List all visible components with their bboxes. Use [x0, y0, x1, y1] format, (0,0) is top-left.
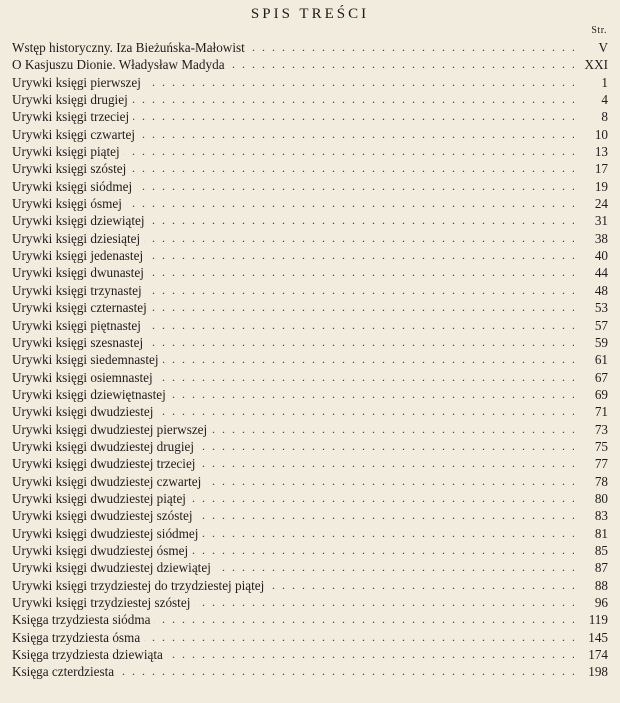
toc-entry [12, 455, 608, 472]
toc-entry [12, 299, 608, 316]
toc-entry-label: Urywki księgi siedemnastej [12, 352, 163, 367]
toc-entry [12, 629, 608, 646]
toc-entry-page: 24 [591, 195, 608, 212]
toc-entry [12, 212, 608, 229]
toc-entry-label: Urywki księgi dwudziestej [12, 404, 157, 419]
toc-entry-page: 67 [591, 369, 608, 386]
toc-entry [12, 108, 608, 125]
toc-entry [12, 334, 608, 351]
toc-entry [12, 56, 608, 73]
toc-entry-label: Księga trzydziesta dziewiąta [12, 647, 167, 662]
toc-entry-label: Urywki księgi czternastej [12, 300, 151, 315]
toc-entry [12, 438, 608, 455]
toc-entry [12, 646, 608, 663]
toc-entry-label: Urywki księgi dwudziestej dziewiątej [12, 560, 215, 575]
toc-entry-label: Urywki księgi dziewiątej [12, 213, 149, 228]
toc-entry-label: Urywki księgi siódmej [12, 179, 136, 194]
toc-entry-page: 80 [591, 490, 608, 507]
toc-entry-page: 85 [591, 542, 608, 559]
toc-entry [12, 490, 608, 507]
toc-entry [12, 386, 608, 403]
toc-entry [12, 351, 608, 368]
toc-entry-page: XXI [581, 56, 608, 73]
toc-entry-label: Urywki księgi szesnastej [12, 335, 147, 350]
toc-entry [12, 91, 608, 108]
toc-entry-label: Urywki księgi dwudziestej szóstej [12, 508, 197, 523]
toc-entry-label: Urywki księgi ósmej [12, 196, 126, 211]
toc-entry-page: 78 [591, 473, 608, 490]
toc-entry-label: Urywki księgi dziesiątej [12, 231, 144, 246]
toc-entry [12, 195, 608, 212]
toc-entry [12, 317, 608, 334]
toc-entry-label: Urywki księgi dwudziestej drugiej [12, 439, 198, 454]
toc-entry-page: 119 [585, 611, 608, 628]
toc-entry-page: 145 [584, 629, 608, 646]
toc-entry-label: Urywki księgi pierwszej [12, 75, 145, 90]
toc-entry [12, 230, 608, 247]
toc-entry-page: 77 [591, 455, 608, 472]
toc-entry [12, 178, 608, 195]
toc-entry-page: 38 [591, 230, 608, 247]
toc-entry [12, 282, 608, 299]
toc-entry-page: 73 [591, 421, 608, 438]
toc-entry-label: Wstęp historyczny. Iza Bieżuńska-Małowist [12, 40, 249, 55]
toc-entry-page: 53 [591, 299, 608, 316]
toc-entry [12, 559, 608, 576]
toc-entry-label: Urywki księgi piątej [12, 144, 124, 159]
toc-entry-page: 59 [591, 334, 608, 351]
toc-entry-page: 83 [591, 507, 608, 524]
toc-entry-page: 31 [591, 212, 608, 229]
toc-entry [12, 369, 608, 386]
toc-entry-page: 81 [591, 525, 608, 542]
toc-entry-page: 71 [591, 403, 608, 420]
toc-entry [12, 421, 608, 438]
toc-entry-label: Urywki księgi dwudziestej pierwszej [12, 422, 211, 437]
toc-entry-page: 40 [591, 247, 608, 264]
toc-entry [12, 473, 608, 490]
toc-entry [12, 247, 608, 264]
toc-entry-page: 48 [591, 282, 608, 299]
toc-entry-label: Urywki księgi trzeciej [12, 109, 133, 124]
toc-entry-label: Księga trzydziesta ósma [12, 630, 144, 645]
toc-entry-page: 10 [591, 126, 608, 143]
toc-list [12, 39, 608, 681]
toc-entry [12, 403, 608, 420]
toc-entry-label: Urywki księgi trzynastej [12, 283, 146, 298]
toc-entry-page: 198 [584, 663, 608, 680]
toc-entry-page: 57 [591, 317, 608, 334]
toc-entry-label: Urywki księgi trzydziestej szóstej [12, 595, 194, 610]
toc-entry-label: Urywki księgi szóstej [12, 161, 130, 176]
toc-entry-page: V [594, 39, 608, 56]
toc-entry [12, 594, 608, 611]
toc-entry-page: 69 [591, 386, 608, 403]
toc-entry [12, 542, 608, 559]
toc-entry-label: Urywki księgi dwudziestej czwartej [12, 474, 205, 489]
toc-entry [12, 143, 608, 160]
toc-entry-page: 96 [591, 594, 608, 611]
toc-entry-label: Księga czterdziesta [12, 664, 118, 679]
toc-entry-label: O Kasjuszu Dionie. Władysław Madyda [12, 57, 229, 72]
page-column-header: Str. [591, 25, 607, 36]
toc-entry-label: Księga trzydziesta siódma [12, 612, 154, 627]
toc-entry-label: Urywki księgi dwunastej [12, 265, 148, 280]
toc-entry [12, 264, 608, 281]
toc-entry-page: 13 [591, 143, 608, 160]
toc-entry [12, 525, 608, 542]
toc-entry-label: Urywki księgi czwartej [12, 127, 139, 142]
toc-entry-page: 88 [591, 577, 608, 594]
toc-entry-page: 17 [591, 160, 608, 177]
toc-entry [12, 74, 608, 91]
toc-entry-label: Urywki księgi piętnastej [12, 318, 145, 333]
toc-entry-page: 87 [591, 559, 608, 576]
toc-entry [12, 160, 608, 177]
toc-entry-page: 4 [597, 91, 608, 108]
toc-entry-page: 44 [591, 264, 608, 281]
toc-entry-label: Urywki księgi dwudziestej piątej [12, 491, 190, 506]
toc-entry [12, 611, 608, 628]
toc-entry-label: Urywki księgi dziewiętnastej [12, 387, 170, 402]
toc-entry [12, 507, 608, 524]
toc-entry [12, 663, 608, 680]
toc-entry-label: Urywki księgi dwudziestej siódmej [12, 526, 202, 541]
toc-entry-label: Urywki księgi jedenastej [12, 248, 147, 263]
page-title: SPIS TREŚCI [250, 6, 370, 22]
toc-entry-label: Urywki księgi drugiej [12, 92, 132, 107]
toc-entry-page: 19 [591, 178, 608, 195]
toc-entry [12, 126, 608, 143]
toc-entry-page: 61 [591, 351, 608, 368]
toc-entry-page: 1 [597, 74, 608, 91]
toc-entry-label: Urywki księgi osiemnastej [12, 370, 157, 385]
toc-entry-page: 75 [591, 438, 608, 455]
toc-entry-page: 174 [584, 646, 608, 663]
toc-entry-label: Urywki księgi dwudziestej ósmej [12, 543, 192, 558]
toc-entry-page: 8 [597, 108, 608, 125]
toc-entry [12, 39, 608, 56]
toc-entry [12, 577, 608, 594]
toc-entry-label: Urywki księgi dwudziestej trzeciej [12, 456, 199, 471]
toc-entry-label: Urywki księgi trzydziestej do trzydziestej piątej [12, 578, 268, 593]
